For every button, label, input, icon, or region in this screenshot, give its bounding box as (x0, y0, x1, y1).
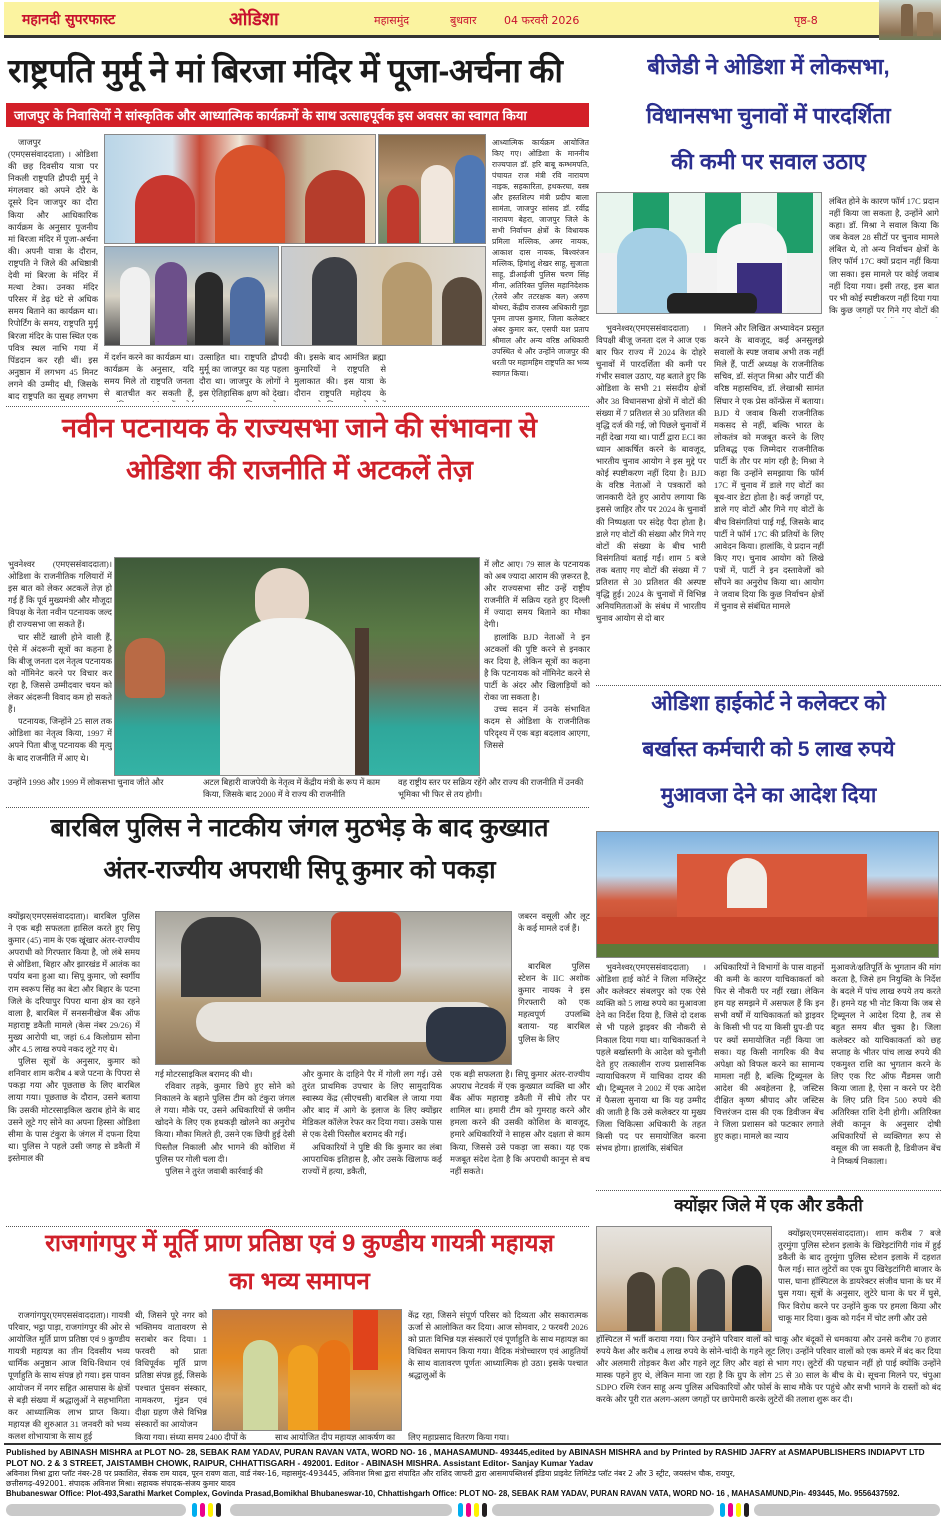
keonjhar-side: क्योंझर(एमएससंवाददाता)। शाम करीब 7 बजे तुरमुंगा पुलिस स्टेशन इलाके के खिरेइटांगिरी गांव में हुई डकैती के बाद तुरमुंगा पुलिस स्टेशन इलाके में दहशत फैल गई। सात लुटेरों का एक ग्रुप खिरेइटांगिरी बाजार के पास, घाना हॉस्पिटल के डायरेक्टर संजीव घाना के घर में घुस गया। सूत्रों के अनुसार, लुटेरे घाना के घर में घुसे, फिर विरोध करने पर उन्होंने कुक पर हमला किया और चाकू मार दिया। कुक को गर्दन में चोट लगी और उसे (778, 1229, 941, 1323)
divider (596, 685, 941, 686)
city: महासमुंद (374, 14, 410, 27)
bjd-photo (596, 192, 822, 314)
naveen-bottom1: उन्होंने 1998 और 1999 में लोकसभा चुनाव जीते और (8, 778, 164, 787)
naveen-photo (114, 557, 480, 776)
divider (596, 1190, 941, 1191)
section-title: ओडिशा (229, 9, 279, 30)
footer-address: PLOT NO. 2 & 3 STREET, JAISTAMBH CHOWK, RAIPUR, CHHATTISGARH - 492001. Editor - ABINASH MISHRA. Assistant Editor- Sanjay Kumar Yadav (6, 1458, 594, 1468)
headline-hc-2: बर्खास्त कर्मचारी को 5 लाख रुपये (642, 738, 895, 761)
registration-dot (200, 1503, 205, 1517)
murmu-photo-police (281, 246, 486, 346)
naveen-col1: भुवनेश्वर (एमएससंवाददाता)। ओडिशा के राजनीतिक गलियारों में इस बात को लेकर अटकलें तेज़ हो गई हैं कि पूर्व मुख्यमंत्री और मौजूदा विपक्ष के नेता नवीन पटनायक जल्द ही राज्यसभा जा सकते हैं। चार सीटें खाली होने वाली हैं, ऐसे में अंदरूनी सूत्रों का कहना है कि बीजू जनता दल नेतृत्व पटनायक को नॉमिनेट करने पर विचार कर रहा है, जिससे उम्मीदवार चयन को लेकर अंदरूनी विवाद कम हो सकते हैं। पटनायक, जिन्होंने 25 साल तक ओडिशा का नेतृत्व किया, 1997 में अपने पिता बीजू पटनायक की मृत्यु के बाद राजनीति में आए थे। (8, 560, 112, 763)
hc-col3: मुआवजे/क्षतिपूर्ति के भुगतान की मांग करता है, जिसे हम नियुक्ति के निर्देश के बदले में पांच लाख रुपये तय करते हैं। हमने यह भी नोट किया कि जब से ट्रिब्यूनल ने आदेश दिया है, तब से बहुत समय बीत चुका है। जिला कलेक्टर को याचिकाकर्ता को छह सप्ताह के भीतर पांच लाख रुपये की एकमुश्त राशि का भुगतान करने के लिए एक रिट ऑफ मैंडमस जारी किया जाता है, ऐसा न करने पर देरी के लिए प्रति दिन 500 रुपये की अतिरिक्त राशि देनी होगी। अतिरिक्त लेवी कानून के अनुसार दोषी अधिकारियों से व्यक्तिगत रूप से वसूल की जा सकती है, डिवीजन बेंच ने निष्कर्ष निकाला। (831, 963, 941, 1166)
registration-dot (736, 1503, 741, 1517)
subhead-murmu: जाजपुर के निवासियों ने सांस्कृतिक और आध्यात्मिक कार्यक्रमों के साथ उत्साहपूर्वक इस अवसर का स्वागत किया (6, 103, 589, 127)
keonjhar-body: हॉस्पिटल में भर्ती कराया गया। फिर उन्होंने परिवार वालों को चाकू और बंदूकों से धमकाया और उनसे करीब 70 हजार रुपये कैश और करीब 4 लाख रुपये के सोने-चांदी के गहने लूट लिए। उन्होंने परिवार वालों को एक कमरे में बंद कर दिया और अलमारी तोड़कर कैश और गहने लूट लिए और वहां से भाग गए। लुटेरों की पहचान नहीं हो पाई क्योंकि उन्होंने मास्क पहने हुए थे, लेकिन माना जा रहा है कि ग्रुप के लोग 25 से 30 साल के बीच के थे। सूचना मिलने पर, चंपुआ SDPO रश्मि रंजन साहू अन्य पुलिस अधिकारियों और फोर्स के साथ मौके पर पहुंचे और सभी भागने के रास्तों को बंद करके और पूरी रात अलग-अलग जगहों पर छापेमारी करके लुटेरों की तलाश शुरू कर दी। (596, 1335, 941, 1405)
headline-hc-1: ओडिशा हाईकोर्ट ने कलेक्टर को (651, 692, 886, 715)
footer-rule (4, 1443, 941, 1445)
rajgangpur-col3: केंद्र रहा, जिसने संपूर्ण परिसर को दिव्यता और सकारात्मक ऊर्जा से आलोकित कर दिया। आज सोमवार, 2 फरवरी 2026 को प्रातः विभिन्न यज्ञ संस्कारों एवं पूर्णाहुति के साथ महायज्ञ का विधिवत समापन किया गया। वैदिक मंत्रोच्चारण एवं आहुतियों के साथ वातावरण पूर्णतः आध्यात्मिक हो उठा। इसके पश्चात श्रद्धालुओं के (408, 1311, 588, 1381)
headline-murmu: राष्ट्रपति मुर्मू ने मां बिरजा मंदिर में पूजा-अर्चना की (8, 52, 563, 89)
registration-dot (192, 1503, 197, 1517)
murmu-col3: उत्साहित था। राष्ट्रपति द्रौपदी मुर्मू का जाजपुर का यह पहला दौरा था। जाजपुर के लोगों ने इस ऐतिहासिक क्षण को देखा। (199, 353, 289, 399)
murmu-col4: की। इसके बाद आमंत्रित ब्रह्मा कुमारियों ने राष्ट्रपति से मुलाकात की। इस यात्रा के दौरान राष्ट्रपति महोदय के (294, 353, 386, 399)
masthead (4, 2, 941, 38)
bjd-col2: मिलने और लिखित अभ्यावेदन प्रस्तुत करने के बावजूद, कई अनसुलझे सवालों के स्पष्ट जवाब अभी तक नहीं मिले हैं, पार्टी अध्यक्ष के राजनीतिक सचिव, डॉ. संतृप्त मिश्रा और पार्टी की वरिष्ठ महासचिव, डॉ. लेखाश्री सामंत सिंघार ने एक प्रेस कॉन्फ्रेंस में बताया। BJD ये जवाब किसी राजनीतिक मकसद से नहीं, बल्कि भारत के लोकतंत्र को मजबूत करने के लिए प्रतिबद्ध एक जिम्मेदार राजनीतिक पार्टी के तौर पर मांग रही है; मिश्रा ने कहा कि उन्होंने समझाया कि फॉर्म 17C में चुनाव में डाले गए वोटों का बूथ-वार डेटा होता है। कई जगहों पर, डाले गए वोटों और गिने गए वोटों के बीच विसंगतियां पाई गईं, जिसके बाद पार्टी ने फॉर्म 17C की प्रतियों के लिए आवेदन किया। हालांकि, ये प्रदान नहीं किए गए। चुनाव आयोग को लिखे पत्रों में, पार्टी ने इन दस्तावेजों को सौंपने का अनुरोध किया था। आयोग ने जवाब दिया कि कुछ निर्वाचन क्षेत्रों में चुनाव से संबंधित मामले (714, 324, 824, 612)
registration-dot (744, 1503, 749, 1517)
temple-image (879, 0, 941, 40)
barbil-col2: गई मोटरसाइकिल बरामद की थी। रविवार तड़के, कुमार छिपे हुए सोने को निकालने के बहाने पुलिस टीम को टंकुरा जंगल ले गया। मौके पर, उसने अधिकारियों से जमीन खोदने के लिए एक हथकड़ी खोलने का अनुरोध किया। मौका मिलते ही, उसने एक छिपी हुई देसी पिस्तौल निकाली और भागने की कोशिश में पुलिस पर गोली चला दी। पुलिस ने तुरंत जवाबी कार्रवाई की (155, 1070, 295, 1176)
barbil-photo (155, 911, 512, 1065)
bjd-side-col: लंबित होने के कारण फॉर्म 17C प्रदान नहीं किया जा सकता है, उन्होंने आगे कहा। डॉ. मिश्रा ने सवाल किया कि जब केवल 28 सीटों पर चुनाव मामले लंबित थे, तो अन्य निर्वाचन क्षेत्रों के लिए फॉर्म 17C क्यों प्रदान नहीं किया जा सका। इस मामले पर कोई जवाब नहीं दिया गया। इसी तरह, इस बात पर भी कोई स्पष्टीकरण नहीं दिया गया कि कुछ जगहों पर गिने गए वोटों की (829, 197, 939, 315)
registration-dot (216, 1503, 221, 1517)
barbil-col4: एक बड़ी सफलता है। सिपू कुमार अंतर-राज्यीय अपराध नेटवर्क में एक कुख्यात व्यक्ति था और बैंक ऑफ महाराष्ट्र डकैती में सीधे तौर पर शामिल था। हमारी टीम को गुमराह करने और हमला करने की उसकी कोशिश के बावजूद, हमारे अधिकारियों ने साहस और दक्षता से काम किया, जिससे उसे पकड़ा जा सका। यह एक मजबूत संदेश देता है कि अपराधी कानून से बच नहीं सकते। (450, 1070, 590, 1176)
rajgangpur-photo (212, 1309, 402, 1431)
hc-col2: अधिकारियों ने विभागों के पास वाहनों की कमी के कारण याचिकाकर्ता को फिर से नौकरी पर नहीं रखा। लेकिन हम यह समझने में असफल हैं कि इन सभी वर्षों में याचिकाकर्ता को ड्राइवर के किसी भी पद या किसी ग्रुप-डी पद पर क्यों समायोजित नहीं किया जा सका। यह किसी नागरिक की वैध अपेक्षा को विफल करने का सामान्य मामला नहीं है, बल्कि ट्रिब्यूनल के आदेश की अवहेलना है, जस्टिस दीक्षित कृष्ण श्रीपाद और जस्टिस चित्तरंजन दास की एक डिवीजन बेंच ने जिला प्रशासन को फटकार लगाते हुए कहा। मामले का न्याय (714, 963, 824, 1142)
rajgangpur-col2: थी, जिसने पूरे नगर को भक्तिमय वातावरण से सराबोर कर दिया। 1 फरवरी को प्रातः विधिपूर्वक मूर्ति प्राण प्रतिष्ठा संपन्न हुई, जिसके पश्चात पुंसवन संस्कार, नामकरण, मुंडन एवं दीक्षा ग्रहण जैसे विभिन्न संस्कारों का आयोजन (135, 1311, 207, 1429)
registration-dot (466, 1503, 471, 1517)
murmu-col2: में दर्शन करने का कार्यक्रम था। कार्यक्रम के अनुसार, यदि समय मिले तो राष्ट्रपति जनता से बातचीत कर सकती हैं, (104, 353, 194, 399)
keonjhar-photo (596, 1226, 772, 1332)
headline-keonjhar: क्योंझर जिले में एक और डकैती (674, 1196, 863, 1215)
registration-bar (230, 1504, 452, 1516)
hc-col1: भुवनेश्वर(एमएससंवाददाता) । ओडिशा हाई कोर्ट ने जिला मजिस्ट्रेट और कलेक्टर संबलपुर को एक ऐसे व्यक्ति को 5 लाख रुपये का मुआवजा देने का निर्देश दिया है, जिसे दो दशक से भी पहले ड्राइवर की नौकरी से निकाल दिया गया था। याचिकाकर्ता ने पहले बर्खास्तगी के आदेश को चुनौती देते हुए तत्कालीन राज्य प्रशासनिक न्यायाधिकरण में याचिका दायर की थी। ट्रिब्यूनल ने 2002 में एक आदेश में फैसला सुनाया था कि यह उम्मीद की जाती है कि उसे कलेक्टर या मुख्य जिला चिकित्सा अधिकारी के तहत किसी पद पर समायोजित करना संभव होगा। हालांकि, संबंधित (596, 963, 706, 1154)
headline-bjd-3: की कमी पर सवाल उठाए (671, 149, 866, 174)
registration-dot (482, 1503, 487, 1517)
divider (6, 406, 589, 407)
day: बुधवार (450, 14, 477, 27)
murmu-col1: जाजपुर (एमएससंवाददाता) । ओडिशा की छह दिवसीय यात्रा पर निकली राष्ट्रपति द्रौपदी मुर्मू ने मंगलवार को अपने दौरे के दूसरे दिन जाजपुर का दौरा किया और आधिकारिक कार्यक्रम के अनुसार पूजनीय मां बिरजा मंदिर में पूजा-अर्चना की। अपनी यात्रा के दौरान, राष्ट्रपति ने जिले की अधिष्ठात्री देवी मां बिरजा के मंदिर में मत्था टेका। उनका मंदिर परिसर में डेढ़ घंटे से अधिक समय बिताने का कार्यक्रम था। रिपोर्टिंग के समय, राष्ट्रपति मुर्मू बिरजा मंदिर के पास स्थित एक पवित्र स्थल नाभि गया में पिंडदान कर रही थीं। इस अनुष्ठान में लगभग 45 मिनट लगने की उम्मीद थी, जिसके बाद राष्ट्रपति का सुबह लगभग (8, 138, 98, 401)
naveen-bottom2: अटल बिहारी वाजपेयी के नेतृत्व में केंद्रीय मंत्री के रूप में काम किया, जिसके बाद 2000 में वे राज्य की राजनीति (203, 778, 381, 799)
headline-rajgangpur-1: राजगांगपुर में मूर्ति प्राण प्रतिष्ठा एवं 9 कुण्डीय गायत्री महायज्ञ (45, 1230, 554, 1257)
murmu-photo-right (378, 134, 486, 244)
footer-hindi: अविनाश मिश्रा द्वारा प्लॉट नंबर-28 पर प्रकाशित, सेवक राम यादव, पूरन रावण वाता, वार्ड नंबर-16, महासमुंद-493445, अविनाश मिश्रा द्वारा संपादित और राशिद जाफरी द्वारा आसमापब्लिशर्स इंडिया प्राइवेट लिमिटेड प्लॉट नंबर 2 और 3 स्ट्रीट, जयस्तंभ चौक, रायपुर, (6, 1469, 736, 1478)
registration-bar (6, 1504, 186, 1516)
footer-hindi-2: छत्तीसगढ़-492001. संपादक अविनाश मिश्रा। सहायक संपादक-संजय कुमार यादव (6, 1479, 236, 1488)
barbil-col4-top: जबरन वसूली और लूट के कई मामले दर्ज हैं। (518, 912, 590, 934)
headline-bjd-1: बीजेडी ने ओडिशा में लोकसभा, (647, 54, 890, 79)
footer-publisher: Published by ABINASH MISHRA at PLOT NO- 28, SEBAK RAM YADAV, PURAN RAVAN VATA, WORD NO- 16 , MAHASAMUND- 493445,edited by ABINASH MISHRA and by Printed by RASHID JAFRY at ASMAPUBLISHERS INDIAPVT LTD (6, 1447, 925, 1457)
murmu-photo-group (104, 246, 279, 346)
rajgangpur-bottom3: लिए महाप्रसाद वितरण किया गया। (408, 1433, 510, 1442)
high-court-photo (596, 831, 939, 958)
bjd-col1: भुवनेश्वर(एमएससंवाददाता) । विपक्षी बीजू जनता दल ने आज एक बार फिर राज्य में 2024 के दोहरे चुनावों में पारदर्शिता की कमी पर गंभीर सवाल उठाए, यह बताते हुए कि ओडिशा के सभी 21 संसदीय क्षेत्रों और 38 विधानसभा क्षेत्रों में वोटों की संख्या में 7 प्रतिशत से 30 प्रतिशत की वृद्धि दर्ज की गई, जो पिछले चुनावों में नहीं देखा गया था। पार्टी द्वारा ECI का ध्यान आकर्षित करने के बावजूद, भारतीय चुनाव आयोग ने इस मुद्दे पर कोई स्पष्टीकरण नहीं दिया है। BJD के वरिष्ठ नेताओं ने पत्रकारों को जानकारी देते हुए आरोप लगाया कि इससे जाहिर तौर पर 2024 के चुनावों की निष्पक्षता पर संदेह पैदा होता है। डाले गए वोटों की संख्या और गिने गए वोटों की संख्या के बीच भारी विसंगतियां बताई गईं। शाम 5 बजे तक बताए गए वोटों की संख्या में 7 प्रतिशत से 30 प्रतिशत की अस्पष्ट वृद्धि हुई। 2024 के चुनावों में विभिन्न अनियमितताओं के संबंध में भारतीय चुनाव आयोग से दो बार (596, 324, 706, 624)
rajgangpur-bottom2: साथ आयोजित दीप महायज्ञ आकर्षण का (275, 1433, 396, 1442)
murmu-photo-top (104, 134, 376, 244)
headline-naveen-2: ओडिशा की राजनीति में अटकलें तेज़ (126, 455, 473, 485)
headline-barbil-2: अंतर-राज्यीय अपराधी सिपू कुमार को पकड़ा (103, 856, 496, 884)
footer-offices: Bhubaneswar Office: Plot-493,Sarathi Market Complex, Govinda Prasad,Bomikhal Bhubaneswar-10, Chhattishgarh Office: PLOT NO- 28, SEBAK RAM YADAV, PURAN RAVAN VATA, WORD NO- 16 , MAHASAMUND,Pin- 493445, Mo. 9556437592. (6, 1489, 900, 1498)
headline-bjd-2: विधानसभा चुनावों में पारदर्शिता (646, 103, 891, 128)
headline-barbil-1: बारबिल पुलिस ने नाटकीय जंगल मुठभेड़ के बाद कुख्यात (50, 814, 549, 842)
barbil-col4-mid: बारबिल पुलिस स्टेशन के IIC अशोक कुमार नायक ने इस गिरफ्तारी को एक महत्वपूर्ण उपलब्धि बताया- यह बारबिल पुलिस के लिए (518, 962, 590, 1044)
divider (6, 1226, 589, 1227)
headline-naveen-1: नवीन पटनायक के राज्यसभा जाने की संभावना से (61, 413, 538, 443)
date: 04 फरवरी 2026 (504, 14, 580, 27)
rajgangpur-col1: राजगांगपुर(एमएससंवाददाता)। गायत्री परिवार, भट्ठा पाड़ा, राजगांगपुर की ओर से आयोजित मूर्ति प्राण प्रतिष्ठा एवं 9 कुण्डीय गायत्री महायज्ञ का तीन दिवसीय भव्य धार्मिक अनुष्ठान आज विधि-विधान एवं पूर्णाहुति के साथ संपन्न हो गया। इस पावन आयोजन में नगर सहित आसपास के क्षेत्रों से बड़ी संख्या में श्रद्धालुओं ने सहभागिता कर आध्यात्मिक लाभ प्राप्त किया। महायज्ञ की शुरुआत 31 जनवरी को भव्य कलश शोभायात्रा के साथ हुई (8, 1311, 130, 1441)
page-number: पृष्ठ-8 (794, 14, 818, 27)
paper-name: महानदी सुपरफास्ट (22, 12, 116, 28)
headline-rajgangpur-2: का भव्य समापन (229, 1268, 370, 1295)
registration-bar (492, 1504, 714, 1516)
rajgangpur-bottom: किया गया। संध्या समय 2400 दीपों के (135, 1433, 247, 1442)
headline-hc-3: मुआवजा देने का आदेश दिया (660, 784, 877, 807)
murmu-col5: आध्यात्मिक कार्यक्रम आयोजित किए गए। ओडिशा के माननीय राज्यपाल डॉ. हरि बाबू कम्भमपति, पंचायत राज मंत्री रवि नारायण नाइक, सहकारिता, हथकरघा, वस्त्र और हस्तशिल्प मंत्री प्रदीप बाला सामंता, जाजपुर सांसद डॉ. रवींद्र नारायण बेहरा, जाजपुर जिले के सभी निर्वाचन क्षेत्रों के विधायक प्रमिला मल्लिक, अमर नायक, आकाश दास नायक, बिश्वरंजन मल्लिक, हिमांशु शेखर साहू, सुजाता साहू, डीआईजी पुलिस चरण सिंह मीना, अतिरिक्त पुलिस महानिदेशक (रेलवे और तटरक्षक बल) अरुण बोथरा, केंद्रीय राजस्व अधिकारी गुहा पूनम तापस कुमार, जिला कलेक्टर अंबर कुमार कर, एसपी यश प्रताप श्रीमाल और अन्य वरिष्ठ अधिकारी उपस्थित थे और उन्होंने जाजपुर की धरती पर महामहिम राष्ट्रपति का भव्य स्वागत किया। (492, 138, 589, 378)
registration-dot (474, 1503, 479, 1517)
divider (6, 807, 589, 808)
barbil-col3: और कुमार के दाहिने पैर में गोली लग गई। उसे तुरंत प्राथमिक उपचार के लिए सामुदायिक स्वास्थ्य केंद्र (सीएचसी) बारबिल ले जाया गया और बाद में आगे के इलाज के लिए क्योंझर मेडिकल कॉलेज रेफर कर दिया गया। उसके पास से एक देसी पिस्तौल बरामद की गई। अधिकारियों ने पुष्टि की कि कुमार का लंबा आपराधिक इतिहास है, और उसके खिलाफ कई राज्यों में हत्या, डकैती, (302, 1070, 442, 1176)
registration-dot (728, 1503, 733, 1517)
registration-dot (458, 1503, 463, 1517)
registration-dot (720, 1503, 725, 1517)
naveen-bottom3: वह राष्ट्रीय स्तर पर सक्रिय रहेंगे और राज्य की राजनीति में उनकी भूमिका भी फिर से तय होगी। (398, 778, 584, 799)
naveen-col2: में लौट आए। 79 साल के पटनायक को अब ज्यादा आराम की ज़रूरत है, और राज्यसभा सीट उन्हें राष्ट्रीय राजनीति में सक्रिय रहते हुए दिल्ली में ज्यादा समय बिताने का मौका देगी। हालांकि BJD नेताओं ने इन अटकलों की पुष्टि करने से इनकार कर दिया है, लेकिन सूत्रों का कहना है कि पटनायक को नॉमिनेट करने से पार्टी के अंदर और खिलाड़ियों को रोका जा सकता है। उच्च सदन में उनके संभावित कदम से ओडिशा के राजनीतिक परिदृश्य में एक बड़ा बदलाव आएगा, जिससे (484, 560, 590, 751)
barbil-col1: क्योंझर(एमएससंवाददाता)। बारबिल पुलिस ने एक बड़ी सफलता हासिल करते हुए सिपू कुमार (45) नाम के एक खूंखार अंतर-राज्यीय अपराधी को गिरफ्तार किया है, जो लंबे समय से ओडिशा, बिहार और झारखंड में आतंक का पर्याय बना हुआ था। सिपू कुमार, जो स्वर्गीय राम स्वरूप सिंह का बेटा और बिहार के पटना जिले के दरियापुर पिपरा थाना क्षेत्र का रहने वाला है, बारबिल में सनसनीखेज बैंक ऑफ महाराष्ट्र डकैती मामले (केस नंबर 29/26) में मुख्य आरोपी था, जहां 6.4 किलोग्राम सोना और 4.5 लाख रुपये नकद लूटे गए थे। पुलिस सूत्रों के अनुसार, कुमार को शनिवार शाम करीब 4 बजे पटना के पिपरा से पकड़ा गया और पूछताछ के लिए बारबिल लाया गया। पूछताछ के दौरान, उसने बताया कि उसकी मोटरसाइकिल खराब होने के बाद उसने लूटे गए सोने का अपना हिस्सा ओडिशा सीमा के पास टंकुरा के जंगल में दफना दिया था। पुलिस ने पहले उसी जगह से डकैती में इस्तेमाल की (8, 912, 140, 1163)
registration-dot (208, 1503, 213, 1517)
registration-bar (754, 1504, 940, 1516)
